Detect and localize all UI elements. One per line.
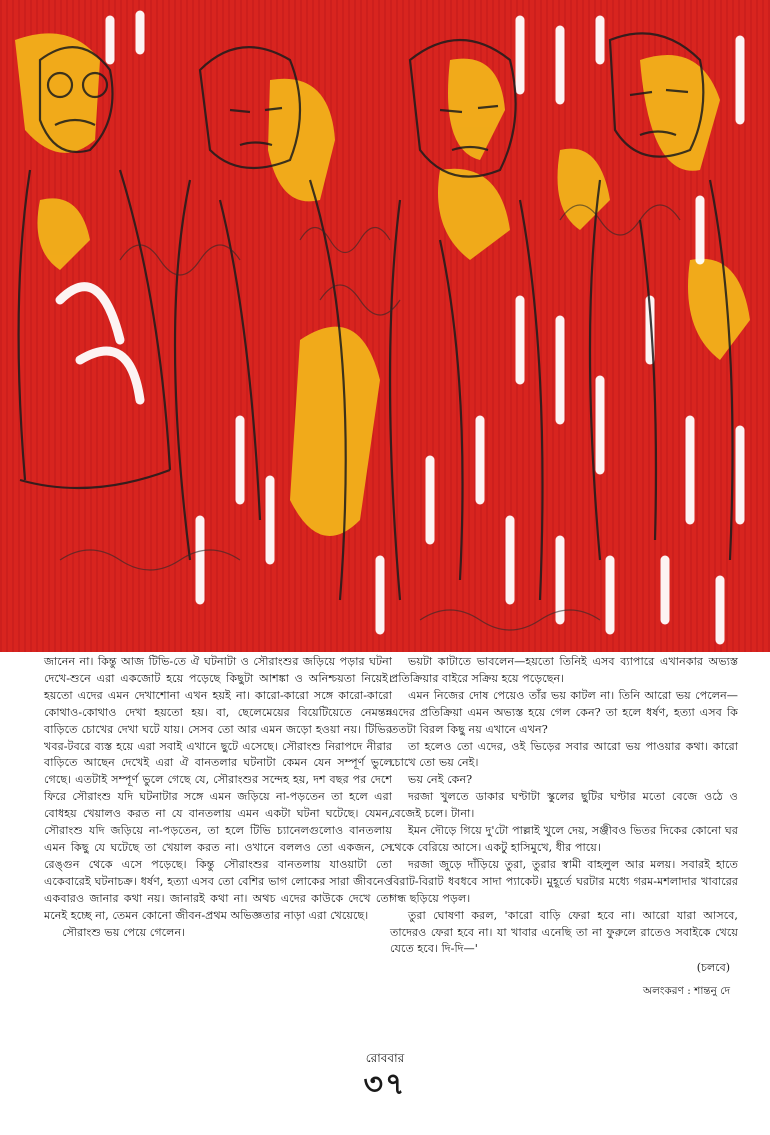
paragraph: তুরা ঘোষণা করল, 'কারো বাড়ি ফেরা হবে না। আরো যারা আসবে, তাদেরও ফেরা হবে না। যা খাবার এনেছি তা না ফুরুলে রাতেও সবাইকে খেয়ে যেতে হবে। দি-দি—'	[390, 908, 738, 956]
paragraph: সৌরাংশু ভয় পেয়ে গেলেন।	[62, 925, 186, 939]
page-number: ৩৭	[363, 1067, 407, 1102]
paragraph: ইমন দৌড়ে গিয়ে দু'টো পাল্লাই খুলে দেয়, সঞ্জীবও ভিতর দিকের কোনো ঘর থেকে বেরিয়ে আসে। একটু হাসিমুখে, ধীর পায়ে।	[390, 824, 738, 854]
article-column-left	[44, 654, 392, 941]
paragraph: এমন নিজের দোষ পেয়েও তাঁর ভয় কাটল না। তিনি আরো ভয় পেলেন—এদের প্রতিক্রিয়া এমন অভ্যস্ত হয়ে গেল কেন? তা হলে ধর্ষণ, হত্যা এসব কি ততটা বিরল কিছু নয় এখানে এখন?	[390, 688, 738, 736]
paragraph: ভয় নেই কেন?	[408, 773, 473, 787]
illustration-credit: অলংকরণ : শান্তনু দে	[643, 985, 730, 998]
to-be-continued-note: (চলবে)	[696, 961, 730, 975]
paragraph: দরজা খুলতে ডাকার ঘণ্টাটা স্কুলের ছুটির ঘণ্টার মতো বেজে ওঠে ও বেজেই চলে। টানা।	[390, 790, 738, 821]
magazine-name: রোববার	[365, 1051, 405, 1065]
article-column-right	[390, 654, 738, 1000]
paragraph: জানেন না। কিন্তু আজ টিভি-তে ঐ ঘটনাটা ও সৌরাংশুর জড়িয়ে পড়ার ঘটনা দেখে-শুনে এরা একজোট হয়ে পড়েছে কিছুটা আশঙ্কা ও অনিশ্চয়তা নিয়েই। হয়তো এদের এমন দেখাশোনা এখন হয়ই না। কারো-কারো সঙ্গে কারো-কারো কোথাও-কোথাও দেখা হয়তো হয়। বা, ছেলেমেয়ের বিয়েটিয়েতে নেমন্তন্ন বাড়িতে চোখের দেখা ঘটে যায়। সেসব তো আর এমন জড়ো হওয়া নয়। টিভির খবর-টবরে ব্যস্ত হয়ে এরা সবাই এখানে ছুটে এসেছে। সৌরাংশু নিরাপদে নীরার বাড়িতে আছেন দেখেই এরা ঐ বানতলার ঘটনাটা কেমন যেন সম্পূর্ণ ভুলে গেছে। এতটাই সম্পূর্ণ ভুলে গেছে যে, সৌরাংশুর সন্দেহ হয়, দশ বছর পর দেশে ফিরে সৌরাংশু যদি ঘটনাটার সঙ্গে এমন জড়িয়ে না-পড়তেন তা হলে এরা বোধহয় খেয়ালও করত না যে বানতলায় এমন একটা ঘটনা ঘটেছে। যেমন, সৌরাংশু যদি জড়িয়ে না-পড়তেন, তা হলে টিভি চ্যানেলগুলোও বানতলায় এমন কিছু যে ঘটেছে তা খেয়াল করত না। ওখানে বললও তো একজন, সে রেঙ্গুন থেকে এসে পড়েছে। কিন্তু সৌরাংশুর বানতলায় যাওয়াটা তো একেবারেই ঘটনাচক্র। ধর্ষণ, হত্যা এসব তো বেশির ভাগ লোকের সারা জীবনেও একবারও জানার কথা নয়। জানারই কথা না। অথচ এদের কাউকে দেখে তো মনেই হচ্ছে না, তেমন কোনো জীবন-প্রথম অভিজ্ঞতার নাড়া এরা খেয়েছে।	[44, 655, 392, 922]
paragraph: তা হলেও তো এদের, ওই ভিড়ের সবার আরো ভয় পাওয়ার কথা। কারো চোখে তো ভয় নেই।	[390, 739, 738, 770]
paragraph: দরজা জুড়ে দাঁড়িয়ে তুরা, তুরার স্বামী বাহলুল আর মলয়। সবারই হাতে বিরাট-বিরাট ধবধবে সাদা প্যাকেট। মুহূর্তে ঘরটার মধ্যে গরম-মশলাদার খাবারের গন্ধ ছড়িয়ে পড়ল।	[390, 857, 738, 905]
paragraph: ভয়টা কাটাতে ভাবলেন—হয়তো তিনিই এসব ব্যাপারে এখানকার অভ্যস্ত প্রতিক্রিয়ার বাইরে সক্রিয় হয়ে পড়েছেন।	[390, 655, 738, 685]
